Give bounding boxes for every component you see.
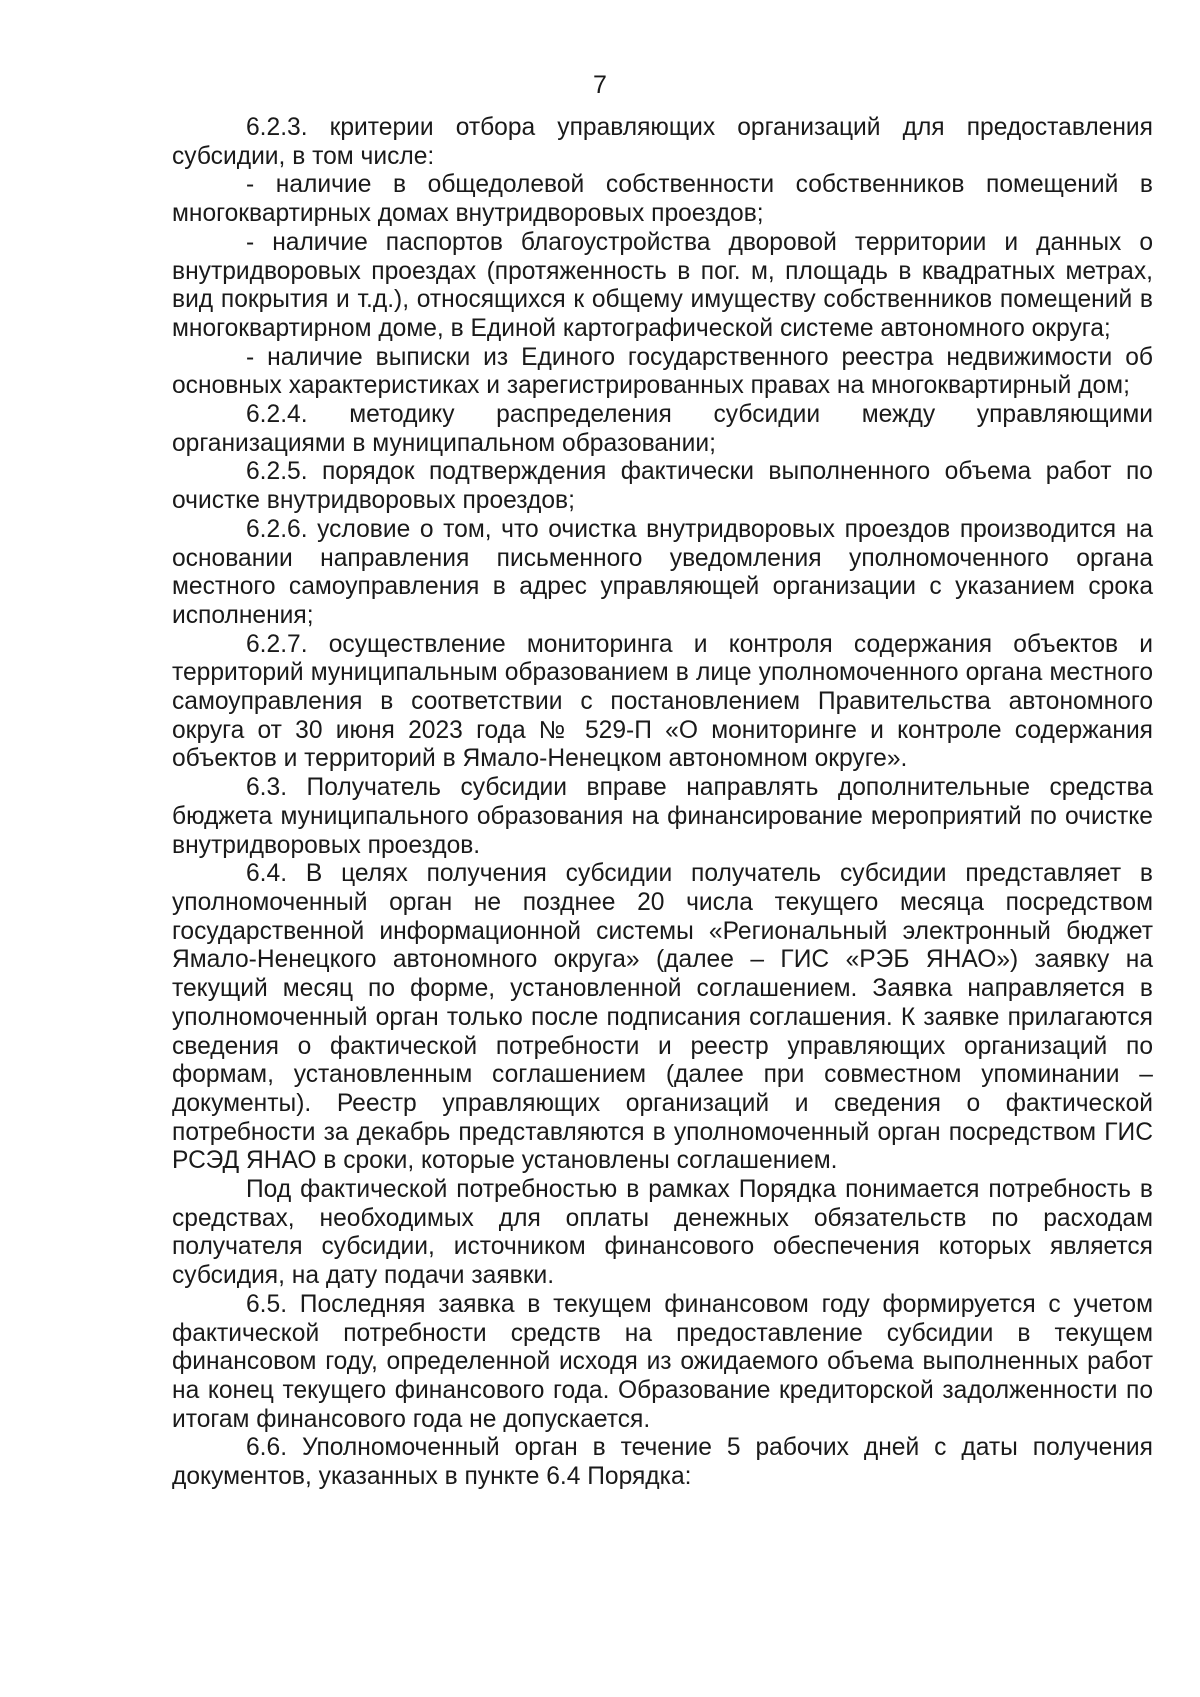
paragraph-6-2-4: 6.2.4. методику распределения субсидии между управляющими организациями в муниципальном образовании; bbox=[172, 401, 1153, 457]
paragraph-6-3: 6.3. Получатель субсидии вправе направлять дополнительные средства бюджета муниципального образования на финансирование мероприятий по очистке внутридворовых проездов. bbox=[172, 774, 1153, 859]
paragraph-6-6: 6.6. Уполномоченный орган в течение 5 рабочих дней с даты получения документов, указанных в пункте 6.4 Порядка: bbox=[172, 1434, 1153, 1491]
paragraph-actual-need-definition: Под фактической потребностью в рамках Порядка понимается потребность в средствах, необходимых для оплаты денежных обязательств по расходам получателя субсидии, источником финансового обеспечения которых является субсидия, на дату подачи заявки. bbox=[172, 1176, 1153, 1290]
paragraph-6-4: 6.4. В целях получения субсидии получатель субсидии представляет в уполномоченный орган не позднее 20 числа текущего месяца посредством государственной информационной системы «Региональный электронный бюджет Ямало-Ненецкого автономного округа» (далее – ГИС «РЭБ ЯНАО») заявку на текущий месяц по форме, установленной соглашением. Заявка направляется в уполномоченный орган только после подписания соглашения. К заявке прилагаются сведения о фактической потребности и реестр управляющих организаций по формам, установленным соглашением (далее при совместном упоминании – документы). Реестр управляющих организаций и сведения о фактической потребности за декабрь представляются в уполномоченный орган посредством ГИС РСЭД ЯНАО в сроки, которые установлены соглашением. bbox=[172, 860, 1153, 1175]
paragraph-criterion-shared-ownership: - наличие в общедолевой собственности собственников помещений в многоквартирных домах внутридворовых проездов; bbox=[172, 171, 1153, 228]
paragraph-6-5: 6.5. Последняя заявка в текущем финансовом году формируется с учетом фактической потребности средств на предоставление субсидии в текущем финансовом году, определенной исходя из ожидаемого объема выполненных работ на конец текущего финансового года. Образование кредиторской задолженности по итогам финансового года не допускается. bbox=[172, 1290, 1153, 1433]
paragraph-6-2-6: 6.2.6. условие о том, что очистка внутридворовых проездов производится на основании направления письменного уведомления уполномоченного органа местного самоуправления в адрес управляющей организации с указанием срока исполнения; bbox=[172, 515, 1153, 629]
paragraph-6-2-7: 6.2.7. осуществление мониторинга и контроля содержания объектов и территорий муниципальным образованием в лице уполномоченного органа местного самоуправления в соответствии с постановлением Правительства автономного округа от 30 июня 2023 года № 529-П «О мониторинге и контроле содержания объектов и территорий в Ямало-Ненецком автономном округе». bbox=[172, 630, 1153, 773]
paragraph-6-2-5: 6.2.5. порядок подтверждения фактически выполненного объема работ по очистке внутридворовых проездов; bbox=[172, 458, 1153, 515]
paragraph-6-2-3: 6.2.3. критерии отбора управляющих организаций для предоставления субсидии, в том числе: bbox=[172, 114, 1153, 170]
document-body bbox=[172, 114, 1153, 1492]
paragraph-criterion-egrn-extract: - наличие выписки из Единого государственного реестра недвижимости об основных характеристиках и зарегистрированных правах на многоквартирный дом; bbox=[172, 343, 1153, 400]
page-number: 7 bbox=[593, 71, 607, 99]
paragraph-criterion-passports: - наличие паспортов благоустройства дворовой территории и данных о внутридворовых проездах (протяженность в пог. м, площадь в квадратных метрах, вид покрытия и т.д.), относящихся к общему имуществу собственников помещений в многоквартирном доме, в Единой картографической системе автономного округа; bbox=[172, 228, 1153, 342]
